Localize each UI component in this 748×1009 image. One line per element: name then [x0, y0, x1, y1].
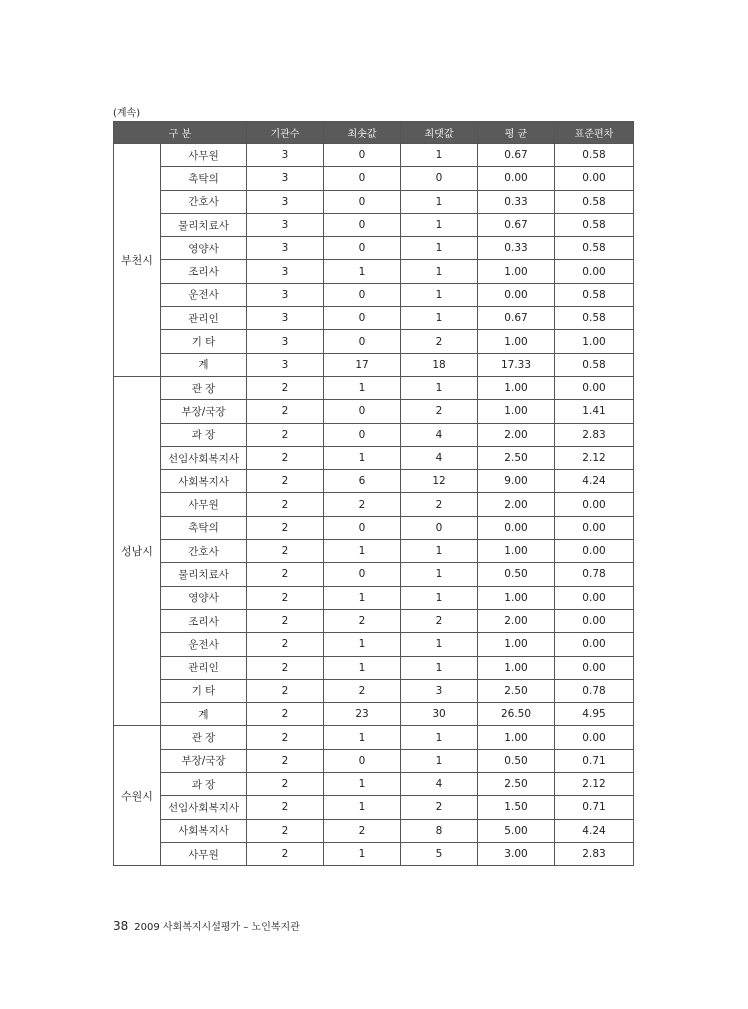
institution-count-cell: 3	[247, 190, 324, 213]
stddev-value-cell: 1.00	[555, 330, 634, 353]
min-value-cell: 1	[324, 633, 401, 656]
job-title-cell: 사무원	[161, 493, 247, 516]
min-value-cell: 0	[324, 237, 401, 260]
job-title-cell: 계	[161, 703, 247, 726]
institution-count-cell: 2	[247, 633, 324, 656]
stddev-value-cell: 0.00	[555, 656, 634, 679]
max-value-cell: 1	[401, 144, 478, 167]
table-row	[114, 353, 634, 376]
min-value-cell: 0	[324, 307, 401, 330]
job-title-cell: 촉탁의	[161, 516, 247, 539]
mean-value-cell: 1.00	[478, 586, 555, 609]
statistics-table	[113, 121, 634, 866]
mean-value-cell: 1.00	[478, 633, 555, 656]
job-title-cell: 영양사	[161, 237, 247, 260]
job-title-cell: 조리사	[161, 609, 247, 632]
header-category: 구 분	[114, 122, 247, 144]
max-value-cell: 1	[401, 656, 478, 679]
max-value-cell: 2	[401, 400, 478, 423]
mean-value-cell: 0.33	[478, 237, 555, 260]
max-value-cell: 18	[401, 353, 478, 376]
mean-value-cell: 9.00	[478, 470, 555, 493]
table-row	[114, 773, 634, 796]
mean-value-cell: 1.00	[478, 376, 555, 399]
stddev-value-cell: 0.58	[555, 307, 634, 330]
institution-count-cell: 2	[247, 749, 324, 772]
mean-value-cell: 1.00	[478, 330, 555, 353]
job-title-cell: 간호사	[161, 540, 247, 563]
stddev-value-cell: 0.00	[555, 586, 634, 609]
table-row	[114, 237, 634, 260]
table-body	[114, 144, 634, 866]
institution-count-cell: 2	[247, 773, 324, 796]
job-title-cell: 물리치료사	[161, 563, 247, 586]
job-title-cell: 기 타	[161, 679, 247, 702]
max-value-cell: 4	[401, 446, 478, 469]
job-title-cell: 관리인	[161, 307, 247, 330]
mean-value-cell: 0.67	[478, 213, 555, 236]
mean-value-cell: 0.50	[478, 563, 555, 586]
max-value-cell: 1	[401, 213, 478, 236]
institution-count-cell: 3	[247, 353, 324, 376]
min-value-cell: 1	[324, 842, 401, 865]
job-title-cell: 부장/국장	[161, 400, 247, 423]
stddev-value-cell: 0.00	[555, 726, 634, 749]
min-value-cell: 0	[324, 516, 401, 539]
min-value-cell: 6	[324, 470, 401, 493]
job-title-cell: 운전사	[161, 283, 247, 306]
stddev-value-cell: 0.00	[555, 167, 634, 190]
institution-count-cell: 3	[247, 307, 324, 330]
institution-count-cell: 3	[247, 330, 324, 353]
table-row	[114, 586, 634, 609]
job-title-cell: 관 장	[161, 726, 247, 749]
max-value-cell: 1	[401, 190, 478, 213]
stddev-value-cell: 0.00	[555, 540, 634, 563]
max-value-cell: 1	[401, 237, 478, 260]
table-row	[114, 726, 634, 749]
region-cell: 수원시	[114, 726, 161, 866]
max-value-cell: 2	[401, 493, 478, 516]
mean-value-cell: 2.50	[478, 446, 555, 469]
institution-count-cell: 2	[247, 493, 324, 516]
max-value-cell: 1	[401, 563, 478, 586]
stddev-value-cell: 4.95	[555, 703, 634, 726]
stddev-value-cell: 2.83	[555, 423, 634, 446]
max-value-cell: 4	[401, 773, 478, 796]
institution-count-cell: 2	[247, 563, 324, 586]
job-title-cell: 사무원	[161, 842, 247, 865]
stddev-value-cell: 4.24	[555, 470, 634, 493]
stddev-value-cell: 0.00	[555, 516, 634, 539]
job-title-cell: 촉탁의	[161, 167, 247, 190]
table-row	[114, 190, 634, 213]
stddev-value-cell: 0.78	[555, 563, 634, 586]
job-title-cell: 물리치료사	[161, 213, 247, 236]
mean-value-cell: 0.00	[478, 283, 555, 306]
table-row	[114, 470, 634, 493]
header-min: 최솟값	[324, 122, 401, 144]
min-value-cell: 0	[324, 330, 401, 353]
max-value-cell: 4	[401, 423, 478, 446]
table-row	[114, 633, 634, 656]
table-row	[114, 446, 634, 469]
institution-count-cell: 3	[247, 260, 324, 283]
institution-count-cell: 2	[247, 609, 324, 632]
table-row	[114, 609, 634, 632]
institution-count-cell: 3	[247, 283, 324, 306]
header-mean: 평 균	[478, 122, 555, 144]
mean-value-cell: 26.50	[478, 703, 555, 726]
min-value-cell: 23	[324, 703, 401, 726]
job-title-cell: 사무원	[161, 144, 247, 167]
table-row	[114, 796, 634, 819]
mean-value-cell: 0.33	[478, 190, 555, 213]
min-value-cell: 17	[324, 353, 401, 376]
stddev-value-cell: 0.58	[555, 144, 634, 167]
footer-text: 2009 사회복지시설평가 – 노인복지관	[134, 922, 300, 933]
stddev-value-cell: 0.00	[555, 376, 634, 399]
max-value-cell: 2	[401, 609, 478, 632]
max-value-cell: 1	[401, 260, 478, 283]
job-title-cell: 과 장	[161, 773, 247, 796]
max-value-cell: 0	[401, 516, 478, 539]
mean-value-cell: 2.50	[478, 679, 555, 702]
min-value-cell: 1	[324, 540, 401, 563]
mean-value-cell: 0.00	[478, 167, 555, 190]
min-value-cell: 0	[324, 190, 401, 213]
region-cell: 성남시	[114, 376, 161, 725]
job-title-cell: 계	[161, 353, 247, 376]
min-value-cell: 0	[324, 563, 401, 586]
header-institution-count: 기관수	[247, 122, 324, 144]
job-title-cell: 사회복지사	[161, 470, 247, 493]
max-value-cell: 1	[401, 540, 478, 563]
institution-count-cell: 2	[247, 540, 324, 563]
stddev-value-cell: 0.58	[555, 237, 634, 260]
min-value-cell: 1	[324, 260, 401, 283]
mean-value-cell: 0.50	[478, 749, 555, 772]
stddev-value-cell: 0.58	[555, 283, 634, 306]
job-title-cell: 운전사	[161, 633, 247, 656]
table-row	[114, 819, 634, 842]
institution-count-cell: 3	[247, 237, 324, 260]
max-value-cell: 0	[401, 167, 478, 190]
institution-count-cell: 2	[247, 470, 324, 493]
stddev-value-cell: 4.24	[555, 819, 634, 842]
mean-value-cell: 1.00	[478, 540, 555, 563]
min-value-cell: 2	[324, 493, 401, 516]
max-value-cell: 12	[401, 470, 478, 493]
max-value-cell: 30	[401, 703, 478, 726]
stddev-value-cell: 0.58	[555, 190, 634, 213]
table-row	[114, 260, 634, 283]
institution-count-cell: 2	[247, 796, 324, 819]
mean-value-cell: 0.67	[478, 144, 555, 167]
institution-count-cell: 3	[247, 144, 324, 167]
min-value-cell: 0	[324, 400, 401, 423]
table-row	[114, 679, 634, 702]
job-title-cell: 과 장	[161, 423, 247, 446]
stddev-value-cell: 2.12	[555, 773, 634, 796]
max-value-cell: 1	[401, 586, 478, 609]
mean-value-cell: 0.67	[478, 307, 555, 330]
institution-count-cell: 2	[247, 423, 324, 446]
min-value-cell: 1	[324, 446, 401, 469]
institution-count-cell: 2	[247, 842, 324, 865]
table-row	[114, 703, 634, 726]
stddev-value-cell: 2.12	[555, 446, 634, 469]
page-number: 38	[113, 919, 129, 933]
job-title-cell: 사회복지사	[161, 819, 247, 842]
institution-count-cell: 2	[247, 376, 324, 399]
max-value-cell: 2	[401, 796, 478, 819]
min-value-cell: 1	[324, 586, 401, 609]
region-cell: 부천시	[114, 144, 161, 377]
page-footer	[113, 918, 300, 933]
stddev-value-cell: 0.58	[555, 213, 634, 236]
institution-count-cell: 2	[247, 703, 324, 726]
max-value-cell: 1	[401, 307, 478, 330]
max-value-cell: 1	[401, 633, 478, 656]
max-value-cell: 8	[401, 819, 478, 842]
table-row	[114, 376, 634, 399]
min-value-cell: 0	[324, 749, 401, 772]
mean-value-cell: 17.33	[478, 353, 555, 376]
institution-count-cell: 3	[247, 213, 324, 236]
max-value-cell: 2	[401, 330, 478, 353]
min-value-cell: 1	[324, 376, 401, 399]
max-value-cell: 1	[401, 726, 478, 749]
mean-value-cell: 1.00	[478, 656, 555, 679]
mean-value-cell: 3.00	[478, 842, 555, 865]
min-value-cell: 0	[324, 167, 401, 190]
stddev-value-cell: 0.00	[555, 633, 634, 656]
mean-value-cell: 2.00	[478, 609, 555, 632]
min-value-cell: 0	[324, 213, 401, 236]
mean-value-cell: 1.00	[478, 400, 555, 423]
stddev-value-cell: 0.58	[555, 353, 634, 376]
table-row	[114, 400, 634, 423]
header-max: 최댓값	[401, 122, 478, 144]
stddev-value-cell: 0.71	[555, 796, 634, 819]
table-row	[114, 283, 634, 306]
job-title-cell: 조리사	[161, 260, 247, 283]
mean-value-cell: 2.00	[478, 493, 555, 516]
max-value-cell: 1	[401, 283, 478, 306]
job-title-cell: 부장/국장	[161, 749, 247, 772]
mean-value-cell: 1.00	[478, 260, 555, 283]
institution-count-cell: 2	[247, 726, 324, 749]
institution-count-cell: 2	[247, 679, 324, 702]
stddev-value-cell: 0.00	[555, 260, 634, 283]
mean-value-cell: 2.00	[478, 423, 555, 446]
mean-value-cell: 0.00	[478, 516, 555, 539]
table-header-row	[114, 122, 634, 144]
mean-value-cell: 2.50	[478, 773, 555, 796]
table-row	[114, 423, 634, 446]
continuation-label: (계속)	[113, 108, 141, 119]
mean-value-cell: 5.00	[478, 819, 555, 842]
job-title-cell: 기 타	[161, 330, 247, 353]
table-row	[114, 307, 634, 330]
min-value-cell: 1	[324, 773, 401, 796]
stddev-value-cell: 0.00	[555, 493, 634, 516]
stddev-value-cell: 2.83	[555, 842, 634, 865]
job-title-cell: 관 장	[161, 376, 247, 399]
institution-count-cell: 2	[247, 586, 324, 609]
min-value-cell: 1	[324, 656, 401, 679]
min-value-cell: 0	[324, 283, 401, 306]
min-value-cell: 0	[324, 144, 401, 167]
stddev-value-cell: 0.00	[555, 609, 634, 632]
table-row	[114, 540, 634, 563]
table-row	[114, 330, 634, 353]
max-value-cell: 1	[401, 376, 478, 399]
min-value-cell: 1	[324, 796, 401, 819]
mean-value-cell: 1.50	[478, 796, 555, 819]
institution-count-cell: 2	[247, 656, 324, 679]
stddev-value-cell: 0.71	[555, 749, 634, 772]
institution-count-cell: 2	[247, 446, 324, 469]
institution-count-cell: 2	[247, 400, 324, 423]
min-value-cell: 1	[324, 726, 401, 749]
max-value-cell: 5	[401, 842, 478, 865]
job-title-cell: 영양사	[161, 586, 247, 609]
stddev-value-cell: 0.78	[555, 679, 634, 702]
table-row	[114, 563, 634, 586]
stddev-value-cell: 1.41	[555, 400, 634, 423]
min-value-cell: 2	[324, 819, 401, 842]
table-row	[114, 749, 634, 772]
max-value-cell: 3	[401, 679, 478, 702]
institution-count-cell: 2	[247, 516, 324, 539]
table-row	[114, 516, 634, 539]
mean-value-cell: 1.00	[478, 726, 555, 749]
min-value-cell: 2	[324, 679, 401, 702]
min-value-cell: 0	[324, 423, 401, 446]
job-title-cell: 선임사회복지사	[161, 796, 247, 819]
table-row	[114, 842, 634, 865]
job-title-cell: 간호사	[161, 190, 247, 213]
table-row	[114, 167, 634, 190]
min-value-cell: 2	[324, 609, 401, 632]
job-title-cell: 선임사회복지사	[161, 446, 247, 469]
institution-count-cell: 3	[247, 167, 324, 190]
institution-count-cell: 2	[247, 819, 324, 842]
max-value-cell: 1	[401, 749, 478, 772]
job-title-cell: 관리인	[161, 656, 247, 679]
table-row	[114, 656, 634, 679]
table-row	[114, 213, 634, 236]
header-stddev: 표준편차	[555, 122, 634, 144]
table-row	[114, 493, 634, 516]
table-row	[114, 144, 634, 167]
